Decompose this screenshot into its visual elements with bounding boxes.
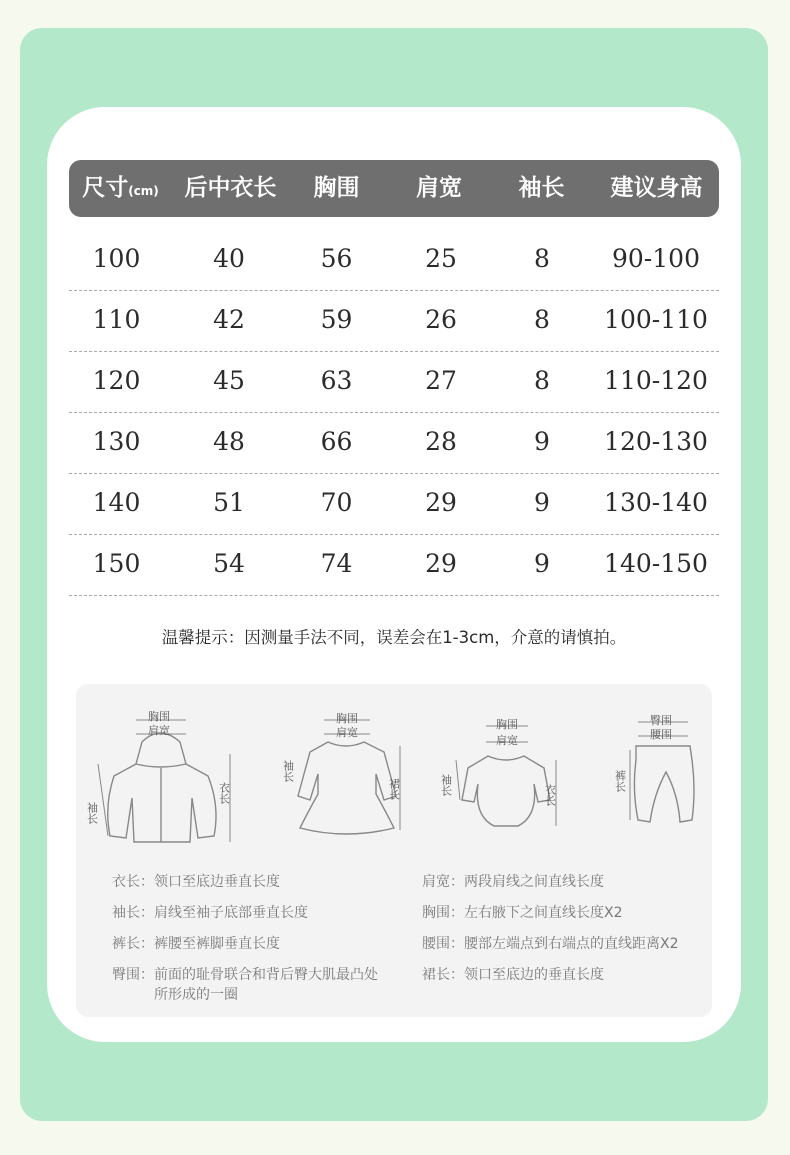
cell-sleeve: 9 (534, 549, 550, 578)
jacket-sleeve-label: 袖长 (85, 802, 99, 824)
pants-icon (606, 710, 706, 830)
header-height: 建议身高 (610, 175, 703, 201)
table-header (69, 160, 719, 217)
cell-size: 110 (92, 305, 141, 334)
header-chest: 胸围 (313, 175, 360, 201)
dress-chest-label: 胸围 (336, 712, 358, 725)
dress-icon (281, 712, 408, 842)
cell-size: 150 (92, 549, 141, 578)
def-item: 衣长：领口至底边垂直长度 (112, 874, 280, 890)
def-item: 肩宽：两段肩线之间直线长度 (422, 874, 604, 890)
romper-shoulder-label: 肩宽 (496, 734, 518, 747)
row-divider (69, 595, 719, 596)
cell-shoulder: 29 (425, 488, 457, 517)
jacket-shoulder-label: 肩宽 (148, 724, 170, 737)
measurement-guide (76, 684, 712, 1017)
cell-height: 120-130 (604, 427, 708, 456)
header-shoulder: 肩宽 (416, 175, 462, 201)
def-item: 腰围：腰部左端点到右端点的直线距离X2 (422, 936, 679, 952)
table-row (69, 413, 719, 474)
romper-sleeve-label: 袖长 (439, 774, 453, 796)
cell-height: 110-120 (604, 366, 708, 395)
cell-height: 130-140 (604, 488, 708, 517)
dress-sleeve-label: 袖长 (281, 760, 295, 782)
cell-shoulder: 29 (425, 549, 457, 578)
jacket-chest-label: 胸围 (148, 710, 170, 723)
table-row (69, 535, 719, 596)
romper-figure (439, 714, 566, 834)
dress-figure (281, 712, 408, 842)
cell-height: 100-110 (604, 305, 708, 334)
cell-back-length: 48 (213, 427, 245, 456)
pants-waist-label: 腰围 (650, 728, 672, 741)
cell-sleeve: 8 (534, 366, 550, 395)
cell-chest: 74 (320, 549, 353, 578)
romper-icon (439, 714, 566, 834)
cell-height: 140-150 (604, 549, 708, 578)
cell-sleeve: 8 (534, 305, 550, 334)
table-row (69, 291, 719, 352)
cell-size: 130 (92, 427, 141, 456)
header-back-length: 后中衣长 (184, 175, 277, 201)
definitions-right (422, 872, 679, 985)
pants-hip-label: 臀围 (650, 714, 672, 727)
romper-length-label: 衣长 (543, 784, 557, 806)
cell-chest: 70 (320, 488, 353, 517)
cell-shoulder: 28 (425, 427, 457, 456)
cell-back-length: 51 (213, 488, 245, 517)
pants-length-label: 裤长 (613, 770, 627, 792)
def-item: 臀围：前面的耻骨联合和背后臀大肌最凸处 所形成的一圈 (112, 967, 378, 1003)
jacket-length-label: 衣长 (217, 782, 231, 804)
jacket-icon (85, 702, 240, 852)
cell-height: 90-100 (612, 244, 700, 273)
cell-sleeve: 8 (534, 244, 550, 273)
def-item: 胸围：左右腋下之间直线长度X2 (422, 905, 623, 921)
measurement-tip: 温馨提示：因测量手法不同，误差会在1-3cm，介意的请慎拍。 (161, 628, 627, 647)
cell-back-length: 40 (213, 244, 245, 273)
jacket-figure (85, 702, 240, 852)
header-sleeve: 袖长 (518, 175, 565, 201)
cell-sleeve: 9 (534, 488, 550, 517)
cell-shoulder: 26 (425, 305, 457, 334)
dress-skirt-label: 裙长 (387, 778, 401, 800)
cell-back-length: 42 (213, 305, 245, 334)
table-row (69, 230, 719, 291)
cell-chest: 56 (320, 244, 353, 273)
table-row (69, 474, 719, 535)
cell-chest: 59 (320, 305, 353, 334)
cell-shoulder: 27 (425, 366, 457, 395)
cell-back-length: 54 (213, 549, 245, 578)
table-row (69, 352, 719, 413)
pants-figure (606, 710, 706, 830)
def-item: 裙长：领口至底边的垂直长度 (422, 967, 604, 983)
cell-size: 100 (92, 244, 141, 273)
cell-chest: 66 (320, 427, 353, 456)
def-item: 裤长：裤腰至裤脚垂直长度 (112, 936, 280, 952)
dress-shoulder-label: 肩宽 (336, 726, 358, 739)
cell-chest: 63 (320, 366, 353, 395)
cell-back-length: 45 (213, 366, 245, 395)
cell-shoulder: 25 (425, 244, 457, 273)
cell-size: 120 (92, 366, 141, 395)
romper-chest-label: 胸围 (496, 718, 518, 731)
definitions-left (112, 872, 378, 1005)
header-size: 尺寸(cm) (82, 175, 159, 201)
cell-sleeve: 9 (534, 427, 550, 456)
def-item: 袖长：肩线至袖子底部垂直长度 (112, 905, 308, 921)
cell-size: 140 (92, 488, 141, 517)
